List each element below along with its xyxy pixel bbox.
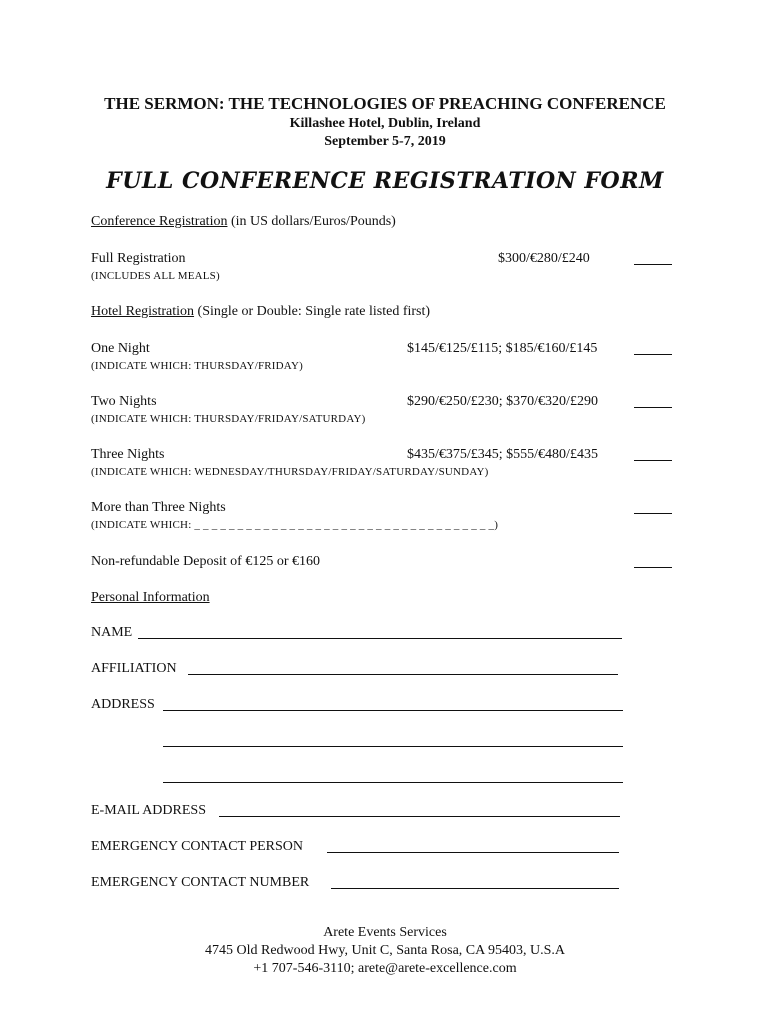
one-night-price: $145/€125/£115; $185/€160/£145 <box>407 341 598 356</box>
hotel-heading-note: (Single or Double: Single rate listed first) <box>194 304 431 319</box>
full-registration-blank[interactable] <box>634 264 672 265</box>
deposit-blank[interactable] <box>634 567 672 568</box>
conference-registration-heading <box>91 214 396 230</box>
conference-heading-note: (in US dollars/Euros/Pounds) <box>227 214 396 229</box>
one-night-blank[interactable] <box>634 354 672 355</box>
affiliation-field[interactable] <box>188 674 618 675</box>
conference-heading-label: Conference Registration <box>91 214 228 229</box>
address-field-line-2[interactable] <box>163 746 623 747</box>
emergency-number-label: EMERGENCY CONTACT NUMBER <box>91 875 310 890</box>
one-night-label: One Night <box>91 341 150 356</box>
three-nights-note: (INDICATE WHICH: WEDNESDAY/THURSDAY/FRIDAY/SATURDAY/SUNDAY) <box>91 466 489 478</box>
email-label: E-MAIL ADDRESS <box>91 803 206 818</box>
emergency-person-label: EMERGENCY CONTACT PERSON <box>91 839 304 854</box>
full-registration-note: (INCLUDES ALL MEALS) <box>91 270 220 282</box>
address-label: ADDRESS <box>91 697 155 712</box>
footer-address: 4745 Old Redwood Hwy, Unit C, Santa Rosa, CA 95403, U.S.A <box>205 943 565 958</box>
two-nights-label: Two Nights <box>91 394 157 409</box>
two-nights-note: (INDICATE WHICH: THURSDAY/FRIDAY/SATURDAY) <box>91 413 366 425</box>
three-nights-label: Three Nights <box>91 447 165 462</box>
hotel-registration-heading <box>91 304 430 320</box>
footer-contact: +1 707-546-3110; arete@arete-excellence.com <box>253 961 517 976</box>
emergency-person-field[interactable] <box>327 852 619 853</box>
three-nights-blank[interactable] <box>634 460 672 461</box>
one-night-note: (INDICATE WHICH: THURSDAY/FRIDAY) <box>91 360 303 372</box>
dates-line: September 5-7, 2019 <box>324 134 446 149</box>
form-title: FULL CONFERENCE REGISTRATION FORM <box>106 168 664 194</box>
more-nights-blank[interactable] <box>634 513 672 514</box>
hotel-heading-label: Hotel Registration <box>91 304 195 319</box>
emergency-number-field[interactable] <box>331 888 619 889</box>
more-nights-label: More than Three Nights <box>91 500 226 515</box>
full-registration-price: $300/€280/£240 <box>498 251 590 266</box>
deposit-label: Non-refundable Deposit of €125 or €160 <box>91 554 321 569</box>
personal-info-heading: Personal Information <box>91 590 210 605</box>
two-nights-price: $290/€250/£230; $370/€320/£290 <box>407 394 598 409</box>
affiliation-label: AFFILIATION <box>91 661 177 676</box>
full-registration-label: Full Registration <box>91 251 186 266</box>
email-field[interactable] <box>219 816 620 817</box>
name-field[interactable] <box>138 638 622 639</box>
address-field-line-1[interactable] <box>163 710 623 711</box>
address-field-line-3[interactable] <box>163 782 623 783</box>
name-label: NAME <box>91 625 133 640</box>
three-nights-price: $435/€375/£345; $555/€480/£435 <box>407 447 598 462</box>
conference-title: THE SERMON: THE TECHNOLOGIES OF PREACHING CONFERENCE <box>104 94 666 113</box>
more-nights-note[interactable]: (INDICATE WHICH: _ _ _ _ _ _ _ _ _ _ _ _ _ _ _ _ _ _ _ _ _ _ _ _ _ _ _ _ _ _ _ _ _ _ _) <box>91 519 499 531</box>
footer-org: Arete Events Services <box>323 925 447 940</box>
venue-line: Killashee Hotel, Dublin, Ireland <box>289 116 481 131</box>
two-nights-blank[interactable] <box>634 407 672 408</box>
